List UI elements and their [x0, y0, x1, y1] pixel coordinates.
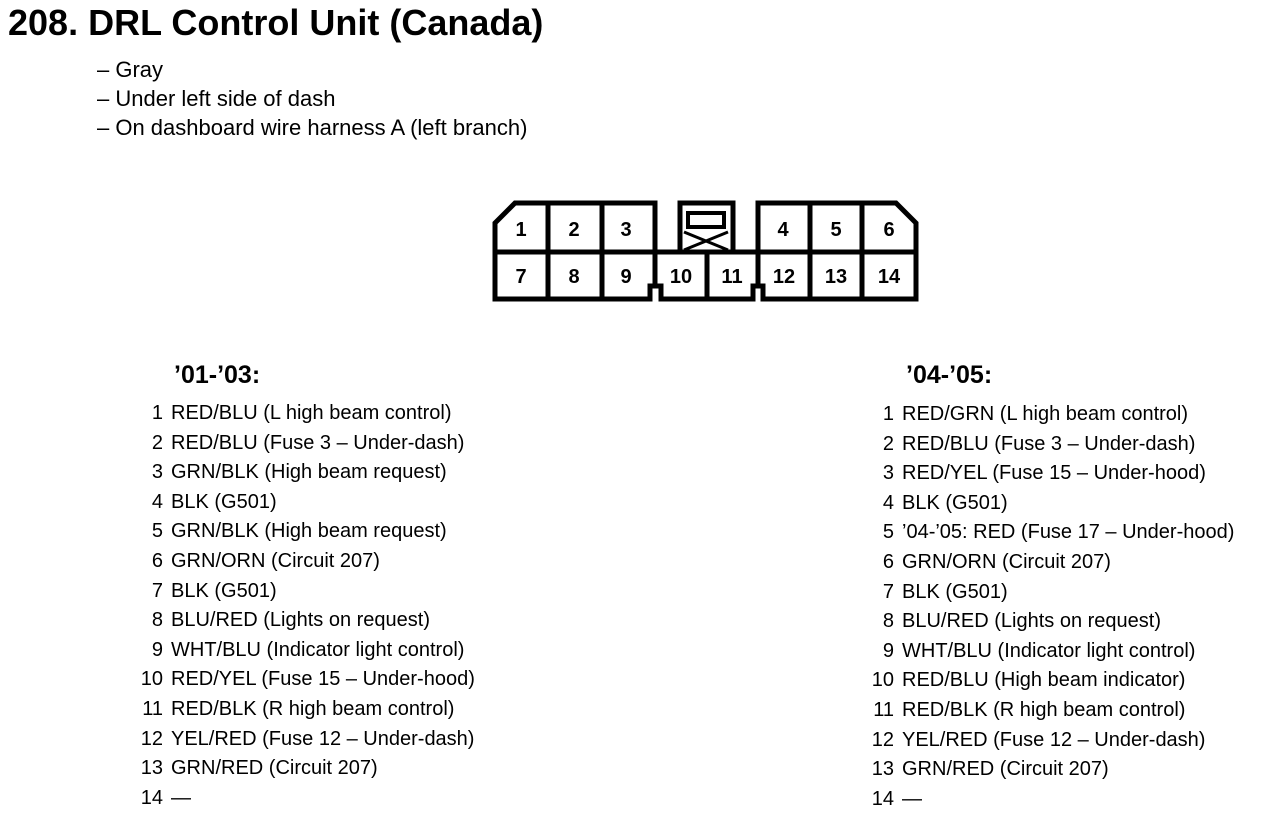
pin-label: 10: [669, 266, 693, 288]
pin-description: RED/GRN (L high beam control): [902, 403, 1189, 425]
pin-description: RED/BLU (High beam indicator): [902, 669, 1186, 692]
pin-number: 11: [142, 697, 163, 720]
pin-number: 2: [882, 432, 894, 455]
pin-label: 14: [877, 266, 901, 288]
pin-number: 5: [882, 521, 894, 544]
pin-label: 6: [883, 219, 895, 241]
pin-description: GRN/ORN (Circuit 207): [902, 550, 1111, 573]
pin-number: 6: [882, 550, 894, 573]
pin-number: 8: [151, 609, 163, 632]
pin-number: 4: [151, 490, 163, 513]
pin-description: RED/YEL (Fuse 15 – Under-hood): [902, 462, 1206, 485]
pin-row: [133, 458, 475, 488]
pin-row: [864, 607, 1234, 637]
pin-description: WHT/BLU (Indicator light control): [171, 638, 465, 661]
note-location: – Under left side of dash: [97, 86, 336, 111]
pin-description: RED/BLK (R high beam control): [171, 697, 455, 720]
pin-list-left: [133, 399, 475, 813]
pin-description: BLK (G501): [171, 579, 277, 602]
pin-description: —: [171, 786, 191, 809]
pin-row: [864, 726, 1234, 756]
pin-row: [133, 399, 475, 429]
pin-number: 9: [151, 638, 163, 661]
pin-number: 7: [151, 579, 163, 602]
locking-tab: [684, 213, 728, 250]
pin-label: 13: [824, 266, 848, 288]
pin-number: 13: [140, 757, 163, 780]
pin-description: RED/BLU (Fuse 3 – Under-dash): [902, 432, 1196, 455]
pin-row: [133, 547, 475, 577]
pin-number: 13: [871, 758, 894, 781]
pin-description: BLK (G501): [902, 580, 1008, 603]
connector-diagram: [0, 0, 1280, 330]
pin-number: 5: [151, 520, 163, 543]
pin-label: 2: [568, 219, 580, 241]
pin-description: BLU/RED (Lights on request): [171, 609, 431, 632]
pin-number: 6: [151, 549, 163, 572]
pin-number: 9: [882, 639, 894, 662]
pin-description: GRN/RED (Circuit 207): [171, 757, 378, 780]
pin-number: 3: [882, 462, 894, 485]
pin-number: 2: [151, 431, 163, 454]
pin-row: [133, 754, 475, 784]
pin-row: [864, 696, 1234, 726]
pin-description: GRN/BLK (High beam request): [171, 520, 447, 543]
pin-row: [133, 665, 475, 695]
pin-row: [864, 459, 1234, 489]
pin-description: GRN/BLK (High beam request): [171, 461, 447, 484]
pin-row: [133, 488, 475, 518]
pin-description: YEL/RED (Fuse 12 – Under-dash): [902, 728, 1206, 751]
pin-row: [133, 606, 475, 636]
pin-description: BLK (G501): [902, 491, 1008, 514]
pin-label: 12: [772, 266, 796, 288]
pin-label: 1: [515, 219, 527, 241]
pin-row: [133, 725, 475, 755]
pin-list-right: [864, 400, 1234, 814]
pin-row: [133, 429, 475, 459]
pin-description: ’04-’05: RED (Fuse 17 – Under-hood): [902, 521, 1235, 544]
column-heading-right: ’04-’05:: [906, 361, 993, 389]
pin-row: [133, 577, 475, 607]
pin-description: GRN/ORN (Circuit 207): [171, 549, 380, 572]
pin-row: [133, 517, 475, 547]
pin-number: 1: [151, 402, 163, 424]
pin-row: [864, 637, 1234, 667]
pin-row: [864, 755, 1234, 785]
column-heading-left: ’01-’03:: [174, 361, 261, 389]
pin-row: [864, 489, 1234, 519]
pin-number: 1: [882, 403, 894, 425]
pin-number: 8: [882, 610, 894, 633]
pin-description: RED/BLU (Fuse 3 – Under-dash): [171, 431, 465, 454]
pin-number: 12: [140, 727, 163, 750]
pin-label: 5: [830, 219, 842, 241]
pin-description: YEL/RED (Fuse 12 – Under-dash): [171, 727, 475, 750]
pin-row: [864, 578, 1234, 608]
pin-description: BLK (G501): [171, 490, 277, 513]
pin-row: [133, 636, 475, 666]
pin-label: 11: [721, 266, 743, 288]
pin-row: [133, 695, 475, 725]
page-title: 208. DRL Control Unit (Canada): [8, 2, 544, 43]
pin-description: —: [902, 787, 922, 810]
pin-number: 4: [882, 491, 894, 514]
pin-description: WHT/BLU (Indicator light control): [902, 639, 1196, 662]
pin-description: RED/YEL (Fuse 15 – Under-hood): [171, 668, 475, 691]
pin-row: [864, 548, 1234, 578]
note-harness: – On dashboard wire harness A (left branch): [97, 115, 528, 140]
pin-number: 7: [882, 580, 894, 603]
pin-row: [864, 518, 1234, 548]
pin-label: 9: [620, 266, 632, 288]
pin-label: 8: [568, 266, 580, 288]
pin-number: 10: [140, 668, 163, 691]
pin-label: 4: [777, 219, 789, 241]
pin-description: RED/BLU (L high beam control): [171, 402, 452, 424]
pin-row: [133, 784, 475, 814]
pin-row: [864, 430, 1234, 460]
pin-row: [864, 666, 1234, 696]
pin-number: 11: [873, 698, 894, 721]
pin-row: [864, 785, 1234, 815]
pin-row: [864, 400, 1234, 430]
pin-number: 14: [140, 786, 163, 809]
pin-description: RED/BLK (R high beam control): [902, 698, 1186, 721]
pin-description: GRN/RED (Circuit 207): [902, 758, 1109, 781]
pin-number: 10: [871, 669, 894, 692]
pin-label: 7: [515, 266, 527, 288]
pin-number: 12: [871, 728, 894, 751]
pin-number: 3: [151, 461, 163, 484]
pin-number: 14: [871, 787, 894, 810]
pin-description: BLU/RED (Lights on request): [902, 610, 1162, 633]
pin-label: 3: [620, 219, 632, 241]
note-color: – Gray: [97, 57, 164, 82]
